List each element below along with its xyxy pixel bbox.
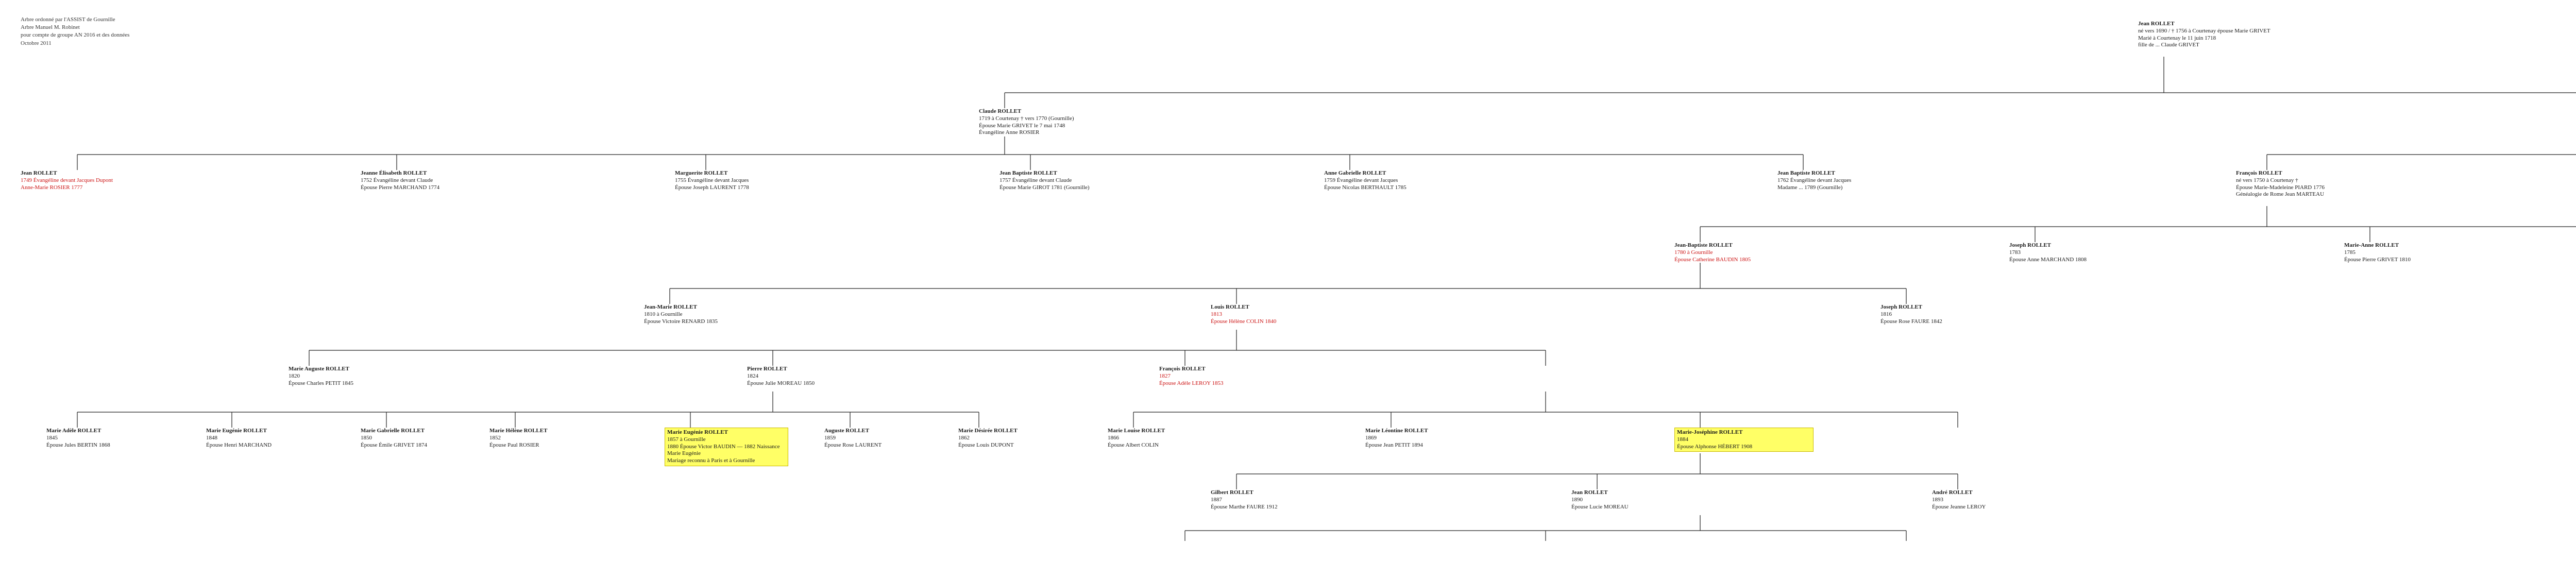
- header-line-4: Octobre 2011: [21, 40, 52, 46]
- person-birth-info: 1783: [2009, 249, 2021, 256]
- person-name: Jean-Baptiste ROLLET: [1674, 242, 1733, 248]
- person-card: [958, 428, 1077, 449]
- person-birth-info: 1785: [2344, 249, 2355, 256]
- person-birth-info: 1752 Évangéline devant Claude: [361, 177, 433, 183]
- person-card: [1674, 242, 1793, 263]
- person-birth-info: 1884: [1677, 436, 1688, 443]
- person-name: Jean Baptiste ROLLET: [1777, 170, 1835, 176]
- person-marriage-info: Épouse Anne MARCHAND 1808: [2009, 256, 2087, 263]
- person-name: Marie Louise ROLLET: [1108, 428, 1165, 434]
- person-birth-info: 1862: [958, 434, 970, 441]
- person-marriage-info: Épouse Catherine BAUDIN 1805: [1674, 256, 1751, 263]
- person-marriage-info: Épouse Jules BERTIN 1868: [46, 441, 110, 448]
- person-card: [747, 366, 881, 387]
- person-spouse-info: Évangéline Anne ROSIER: [979, 129, 1040, 136]
- person-marriage-info: Épouse Marie GIROT 1781 (Gournille): [999, 184, 1090, 191]
- person-marriage-info: Épouse Hélène COLIN 1840: [1211, 318, 1277, 325]
- person-birth-info: né vers 1690 / † 1756 à Courtenay épouse Marie GRIVET: [2138, 27, 2270, 34]
- person-name: François ROLLET: [2236, 170, 2282, 176]
- person-birth-info: 1757 Évangéline devant Claude: [999, 177, 1072, 183]
- person-name: Jean Baptiste ROLLET: [999, 170, 1057, 176]
- person-card: [46, 428, 165, 449]
- person-name: Jeanne Élisabeth ROLLET: [361, 170, 427, 176]
- person-marriage-info: Épouse Paul ROSIER: [489, 441, 539, 448]
- person-name: Joseph ROLLET: [2009, 242, 2051, 248]
- person-card: [665, 428, 788, 466]
- person-birth-info: 1893: [1932, 496, 1943, 503]
- person-name: Marie Eugénie ROLLET: [206, 428, 267, 434]
- person-card: [1211, 489, 1329, 511]
- person-name: Joseph ROLLET: [1880, 304, 1922, 310]
- person-name: André ROLLET: [1932, 489, 1973, 496]
- person-card: [1777, 170, 1922, 191]
- person-card: [2236, 170, 2391, 198]
- person-name: Claude ROLLET: [979, 108, 1022, 114]
- person-card: [1674, 428, 1814, 452]
- person-birth-info: 1890: [1571, 496, 1583, 503]
- person-spouse-info: fille de ... Claude GRIVET: [2138, 42, 2199, 48]
- person-marriage-info: Épouse Alphonse HÉBERT 1908: [1677, 443, 1753, 450]
- person-marriage-info: Épouse Henri MARCHAND: [206, 441, 272, 448]
- header-line-2: Arbre Manuel M. Robinet: [21, 24, 80, 31]
- person-name: Marie Gabrielle ROLLET: [361, 428, 425, 434]
- person-name: Jean ROLLET: [21, 170, 57, 176]
- person-marriage-info: Épouse Jeanne LEROY: [1932, 503, 1986, 510]
- person-marriage-info: Épouse Victoire RENARD 1835: [644, 318, 718, 325]
- person-card: [999, 170, 1154, 191]
- person-marriage-info: Épouse Adèle LEROY 1853: [1159, 380, 1224, 386]
- person-card: [979, 108, 1113, 137]
- person-card: [824, 428, 943, 449]
- person-card: [361, 428, 479, 449]
- person-spouse-info: Mariage reconnu à Paris et à Gournille: [667, 457, 755, 464]
- person-marriage-info: Épouse Rose LAURENT: [824, 441, 882, 448]
- person-name: Jean ROLLET: [1571, 489, 1608, 496]
- person-marriage-info: Madame ... 1789 (Gournille): [1777, 184, 1843, 191]
- person-marriage-info: 1880 Épouse Victor BAUDIN — 1882 Naissance Marie Eugénie: [667, 443, 780, 457]
- person-card: [675, 170, 819, 191]
- header-line-3: pour compte de groupe AN 2016 et des données: [21, 32, 130, 39]
- person-name: Marie-Joséphine ROLLET: [1677, 429, 1743, 435]
- person-marriage-info: Épouse Nicolas BERTHAULT 1785: [1324, 184, 1406, 191]
- person-name: Jean ROLLET: [2138, 21, 2175, 27]
- person-card: [361, 170, 505, 191]
- person-card: [644, 304, 778, 325]
- person-birth-info: 1869: [1365, 434, 1377, 441]
- person-marriage-info: Anne-Marie ROSIER 1777: [21, 184, 83, 191]
- person-card: [1571, 489, 1690, 511]
- person-name: Anne Gabrielle ROLLET: [1324, 170, 1386, 176]
- header-line-1: Arbre ordonné par l'ASSIST de Gournille: [21, 16, 115, 23]
- person-marriage-info: Épouse Jean PETIT 1894: [1365, 441, 1423, 448]
- person-name: Marie Eugénie ROLLET: [667, 429, 728, 435]
- person-marriage-info: Épouse Albert COLIN: [1108, 441, 1159, 448]
- person-birth-info: 1813: [1211, 311, 1222, 317]
- person-birth-info: 1866: [1108, 434, 1119, 441]
- person-marriage-info: Épouse Pierre MARCHAND 1774: [361, 184, 440, 191]
- person-spouse-info: Généalogie de Rome Jean MARTEAU: [2236, 191, 2325, 198]
- person-name: Auguste ROLLET: [824, 428, 870, 434]
- person-birth-info: 1749 Évangéline devant Jacques Dupont: [21, 177, 113, 183]
- person-marriage-info: Épouse Marie GRIVET le 7 mai 1748: [979, 122, 1065, 129]
- person-birth-info: 1759 Évangéline devant Jacques: [1324, 177, 1398, 183]
- person-birth-info: 1859: [824, 434, 836, 441]
- person-name: Marie Auguste ROLLET: [289, 366, 349, 372]
- person-card: [1159, 366, 1293, 387]
- person-name: Marguerite ROLLET: [675, 170, 728, 176]
- person-marriage-info: Épouse Émile GRIVET 1874: [361, 441, 428, 448]
- person-card: [489, 428, 608, 449]
- person-name: Jean-Marie ROLLET: [644, 304, 697, 310]
- person-marriage-info: Épouse Rose FAURE 1842: [1880, 318, 1942, 325]
- person-birth-info: 1848: [206, 434, 217, 441]
- person-birth-info: 1850: [361, 434, 372, 441]
- person-card: [1932, 489, 2050, 511]
- person-birth-info: 1887: [1211, 496, 1222, 503]
- person-name: Marie Désirée ROLLET: [958, 428, 1018, 434]
- person-name: Marie Adèle ROLLET: [46, 428, 101, 434]
- person-card: [1211, 304, 1345, 325]
- person-birth-info: 1719 à Courtenay † vers 1770 (Gournille): [979, 115, 1074, 122]
- person-name: Louis ROLLET: [1211, 304, 1249, 310]
- person-birth-info: né vers 1750 à Courtenay †: [2236, 177, 2298, 183]
- person-birth-info: 1845: [46, 434, 58, 441]
- person-name: Marie Léontine ROLLET: [1365, 428, 1428, 434]
- person-marriage-info: Épouse Julie MOREAU 1850: [747, 380, 815, 386]
- person-card: [21, 170, 139, 191]
- person-card: [206, 428, 325, 449]
- person-card: [2138, 21, 2313, 49]
- person-marriage-info: Épouse Joseph LAURENT 1778: [675, 184, 749, 191]
- person-name: Gilbert ROLLET: [1211, 489, 1253, 496]
- person-birth-info: 1827: [1159, 372, 1171, 379]
- person-card: [1365, 428, 1484, 449]
- person-marriage-info: Marié à Courtenay le 11 juin 1718: [2138, 35, 2216, 41]
- person-card: [2344, 242, 2463, 263]
- person-birth-info: 1780 à Gournille: [1674, 249, 1713, 256]
- person-name: Marie-Anne ROLLET: [2344, 242, 2399, 248]
- person-marriage-info: Épouse Louis DUPONT: [958, 441, 1014, 448]
- person-card: [289, 366, 422, 387]
- person-birth-info: 1762 Évangéline devant Jacques: [1777, 177, 1852, 183]
- person-marriage-info: Épouse Marie-Madeleine PIARD 1776: [2236, 184, 2325, 191]
- person-card: [2009, 242, 2128, 263]
- person-card: [1880, 304, 2014, 325]
- person-birth-info: 1857 à Gournille: [667, 436, 706, 443]
- person-birth-info: 1824: [747, 372, 758, 379]
- person-name: François ROLLET: [1159, 366, 1206, 372]
- person-marriage-info: Épouse Pierre GRIVET 1810: [2344, 256, 2411, 263]
- person-name: Pierre ROLLET: [747, 366, 787, 372]
- person-birth-info: 1755 Évangéline devant Jacques: [675, 177, 749, 183]
- person-card: [1108, 428, 1226, 449]
- person-marriage-info: Épouse Marthe FAURE 1912: [1211, 503, 1278, 510]
- person-birth-info: 1810 à Gournille: [644, 311, 683, 317]
- person-birth-info: 1852: [489, 434, 501, 441]
- person-birth-info: 1816: [1880, 311, 1892, 317]
- person-name: Marie Hélène ROLLET: [489, 428, 548, 434]
- person-birth-info: 1820: [289, 372, 300, 379]
- person-card: [1324, 170, 1479, 191]
- person-marriage-info: Épouse Lucie MOREAU: [1571, 503, 1629, 510]
- person-marriage-info: Épouse Charles PETIT 1845: [289, 380, 353, 386]
